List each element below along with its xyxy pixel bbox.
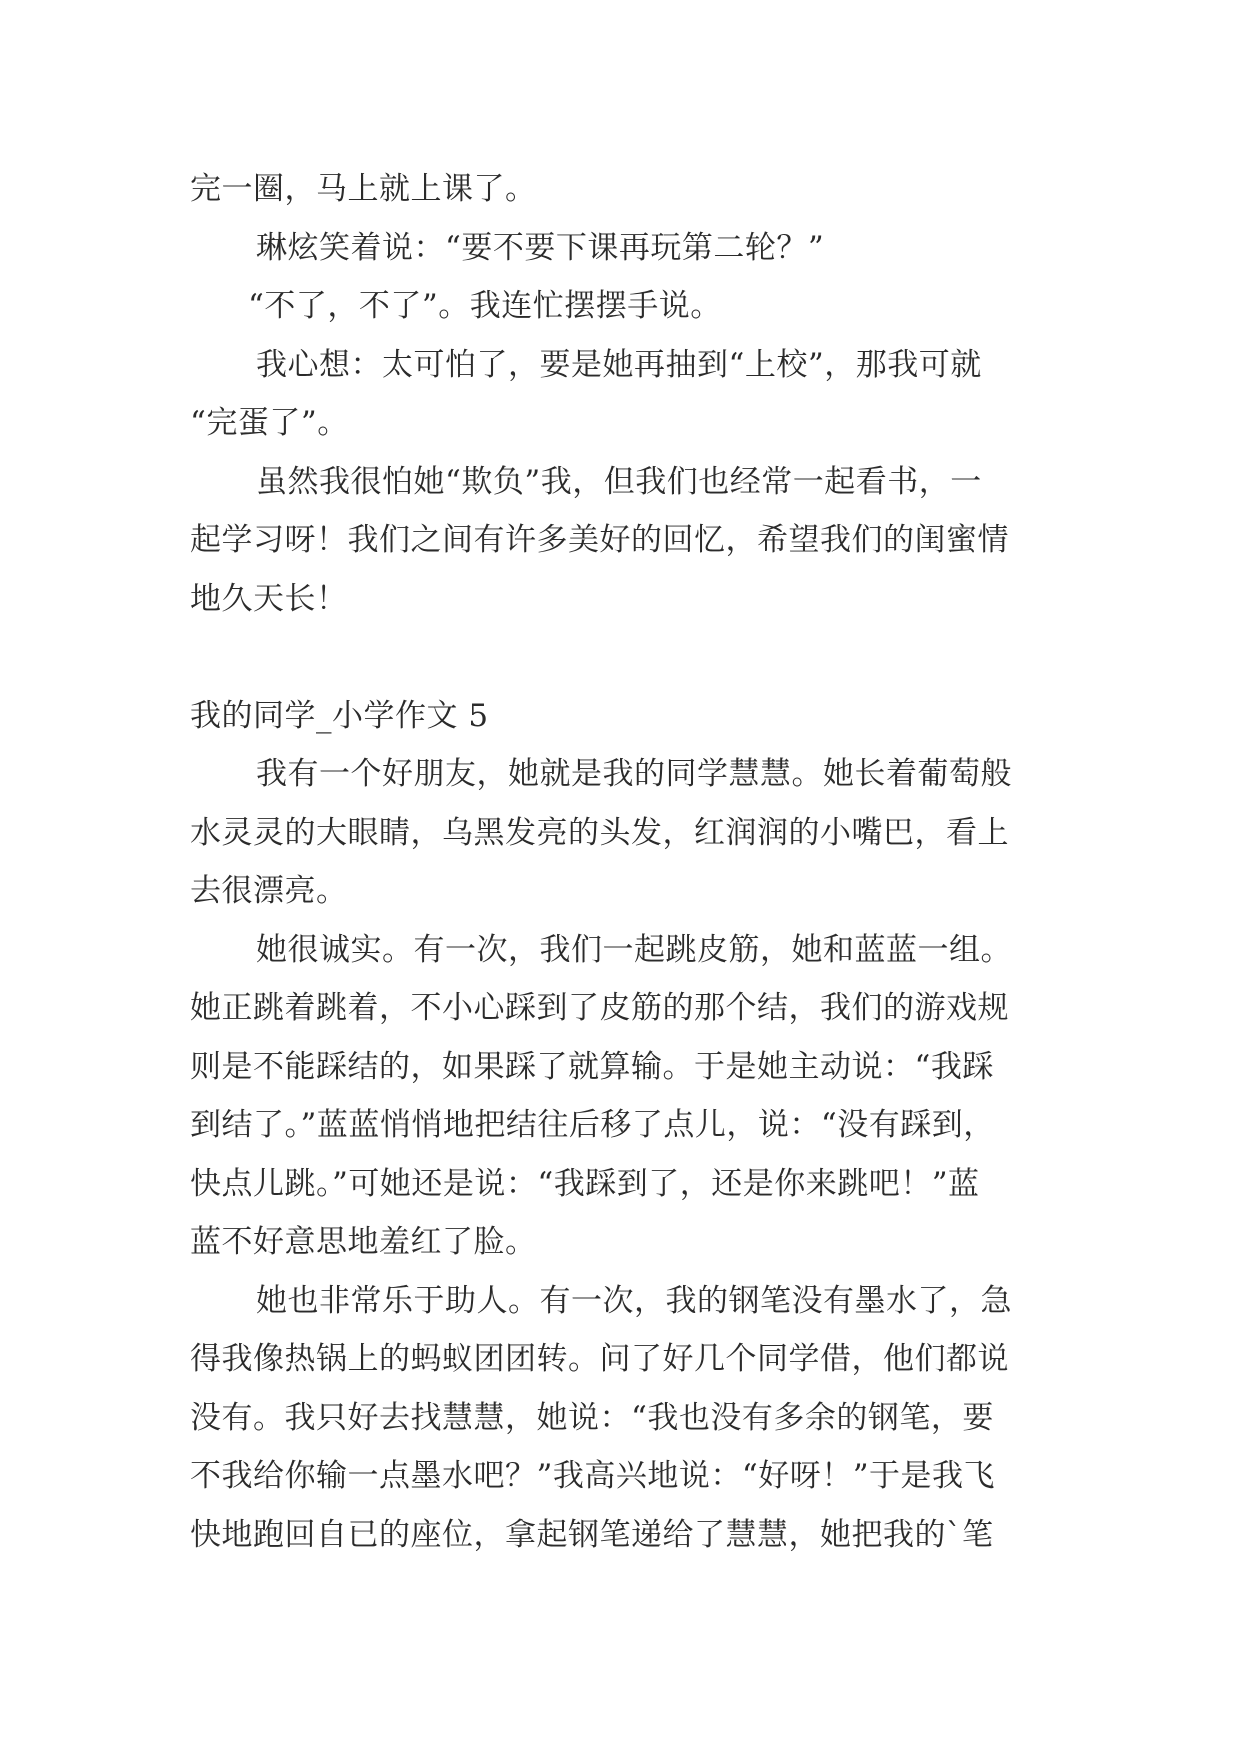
- text-line: 没有。我只好去找慧慧，她说：“我也没有多余的钢笔，要: [190, 1399, 994, 1436]
- text-line: “不了，不了”。我连忙摆摆手说。: [248, 288, 722, 324]
- text-line: 得我像热锅上的蚂蚁团团转。问了好几个同学借，他们都说: [190, 1341, 1009, 1377]
- text-line: 不我给你输一点墨水吧？”我高兴地说：“好呀！”于是我飞: [190, 1458, 996, 1494]
- text-line: “完蛋了”。: [190, 405, 349, 441]
- text-line: 我心想：太可怕了，要是她再抽到“上校”，那我可就: [256, 346, 982, 383]
- text-line: 去很漂亮。: [190, 873, 348, 909]
- text-line: 蓝不好意思地羞红了脸。: [190, 1224, 537, 1260]
- text-line: 完一圈，马上就上课了。: [190, 171, 537, 207]
- section-title: 我的同学_小学作文 5: [190, 697, 489, 734]
- paragraph-spacer: [190, 628, 1070, 687]
- text-line: 琳炫笑着说：“要不要下课再玩第二轮？”: [256, 229, 825, 266]
- text-line: 起学习呀！我们之间有许多美好的回忆，希望我们的闺蜜情: [190, 522, 1009, 558]
- text-line: 快地跑回自已的座位，拿起钢笔递给了慧慧，她把我的`笔: [190, 1516, 994, 1553]
- text-line: 她也非常乐于助人。有一次，我的钢笔没有墨水了，急: [256, 1282, 1012, 1319]
- text-line: 她正跳着跳着，不小心踩到了皮筋的那个结，我们的游戏规: [190, 990, 1009, 1026]
- text-line: 到结了。”蓝蓝悄悄地把结往后移了点儿，说：“没有踩到，: [190, 1107, 995, 1143]
- text-line: 水灵灵的大眼睛，乌黑发亮的头发，红润润的小嘴巴，看上: [190, 814, 1009, 851]
- text-line: 我有一个好朋友，她就是我的同学慧慧。她长着葡萄般: [256, 756, 1012, 792]
- text-line: 地久天长！: [190, 580, 348, 617]
- text-line: 虽然我很怕她“欺负”我，但我们也经常一起看书，一: [256, 463, 982, 500]
- text-line: 则是不能踩结的，如果踩了就算输。于是她主动说：“我踩: [190, 1048, 994, 1085]
- text-line: 她很诚实。有一次，我们一起跳皮筋，她和蓝蓝一组。: [256, 931, 1012, 968]
- text-line: 快点儿跳。”可她还是说：“我踩到了，还是你来跳吧！”蓝: [190, 1165, 980, 1202]
- document-body: [190, 160, 1070, 1564]
